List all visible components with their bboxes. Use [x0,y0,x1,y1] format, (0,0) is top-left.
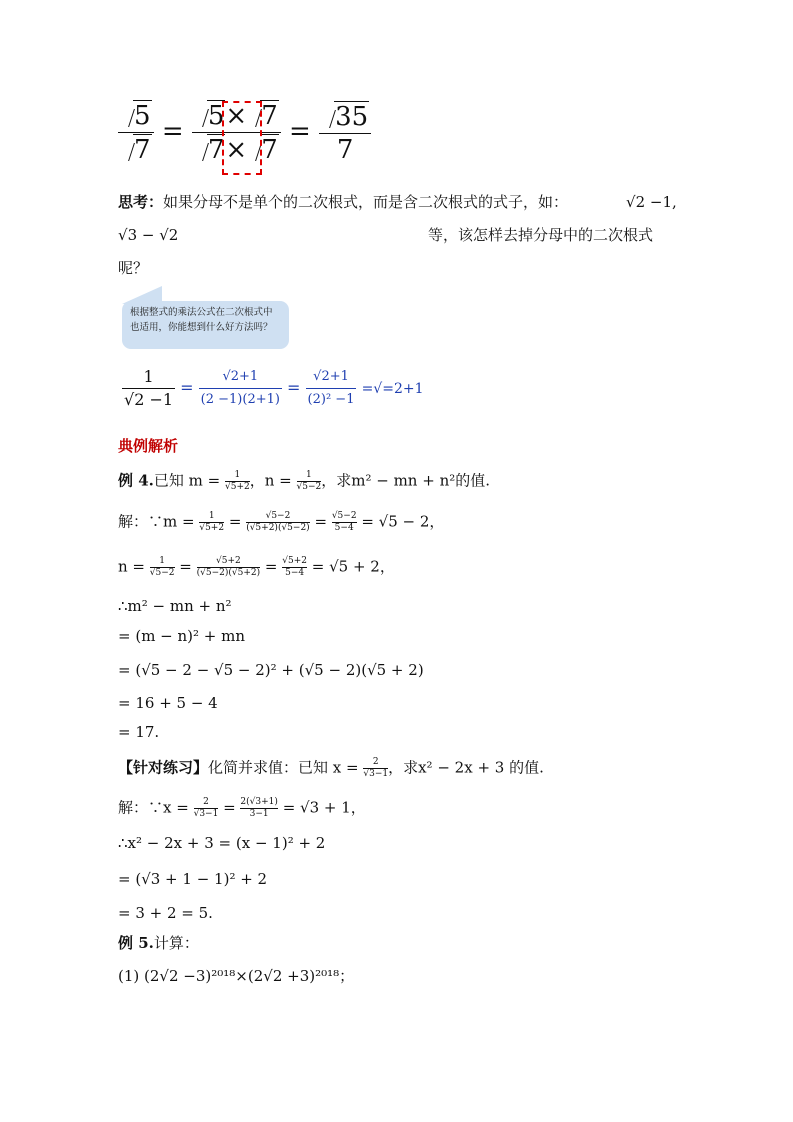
solution-4-line-1: 解：∵m = $\frac{1}{√5+2}$ = $\frac{√5-2}{(√5+2)(√5-2)}$ = $\frac{√5-2}{5-4}$ = √5 − 2， [118,511,445,533]
practice-solution-line-3: = (√3 + 1 − 1)² + 2 [118,870,268,888]
speech-bubble: 根据整式的乘法公式在二次根式中也适用，你能想到什么好方法吗？ [122,301,289,349]
fraction-blue-1: $\frac{1}{√2 -1}$ [124,367,174,409]
example-5-title: 例 5.计算： [118,934,199,952]
solution-4-line-3: ∴m² − mn + n² [118,597,232,615]
practice-question: 【针对练习】化简并求值：已知 x = $\frac{2}{√3-1}$ ，求x² − 2x + 3 的值. [118,757,544,779]
think-expr-1: √2 −1, [626,193,677,211]
equals-sign: = [289,116,311,147]
solution-4-line-6: = 16 + 5 − 4 [118,694,218,712]
highlight-dashed-box [222,101,262,175]
example-5-item-1: (1) (2√2 −3)²⁰¹⁸×(2√2 +3)²⁰¹⁸； [118,967,355,985]
practice-solution-line-2: ∴x² − 2x + 3 = (x − 1)² + 2 [118,834,326,852]
solution-4-line-2: n = $\frac{1}{√5-2}$ = $\frac{√5+2}{(√5-2)(√5+2)}$ = $\frac{√5+2}{5-4}$ = √5 + 2， [118,556,395,578]
solution-4-line-4: = (m − n)² + mn [118,627,246,645]
fraction-middle: $\frac{5\times 7}{7\times 7}$ [192,100,281,165]
section-title: 典例解析 [118,437,179,455]
think-expr-2: √3 − √2 [118,226,179,244]
solution-4-line-5: = (√5 − 2 − √5 − 2)² + (√5 − 2)(√5 + 2) [118,661,424,679]
think-line-3: 呢？ [118,259,149,277]
think-line-1: 思考：如果分母不是单个的二次根式，而是含二次根式的式子，如： [118,193,569,211]
fraction-lhs: $\frac{5}{7}$ [118,100,154,165]
fraction-rhs: $\frac{35}{7}$ [319,101,371,165]
practice-solution-line-4: = 3 + 2 = 5. [118,904,213,922]
practice-solution-line-1: 解：∵x = $\frac{2}{√3-1}$ = $\frac{2(√3+1)}{3-1}$ = √3 + 1， [118,797,366,819]
equals-sign: = [161,116,184,147]
solution-4-line-7: = 17. [118,723,160,741]
fraction-blue-3: $\frac{√2+1}{\text{(2)² −1}}$ [307,369,355,407]
think-line-2: 等，该怎样去掉分母中的二次根式 [428,226,654,244]
example-4-question: 例 4.已知 m = $\frac{1}{√5+2}$ ，n = $\frac{1}{√5-2}$ ，求m² − mn + n²的值. [118,470,491,492]
formula-blue: $\frac{1}{√2 -1}$ = $\frac{√2+1}{(2 -1)(2+1)}$ = $\frac{√2+1}{\text{(2)² −1}}$ =√=2+1 [124,367,424,409]
fraction-blue-2: $\frac{√2+1}{(2 -1)(2+1)}$ [200,369,280,407]
